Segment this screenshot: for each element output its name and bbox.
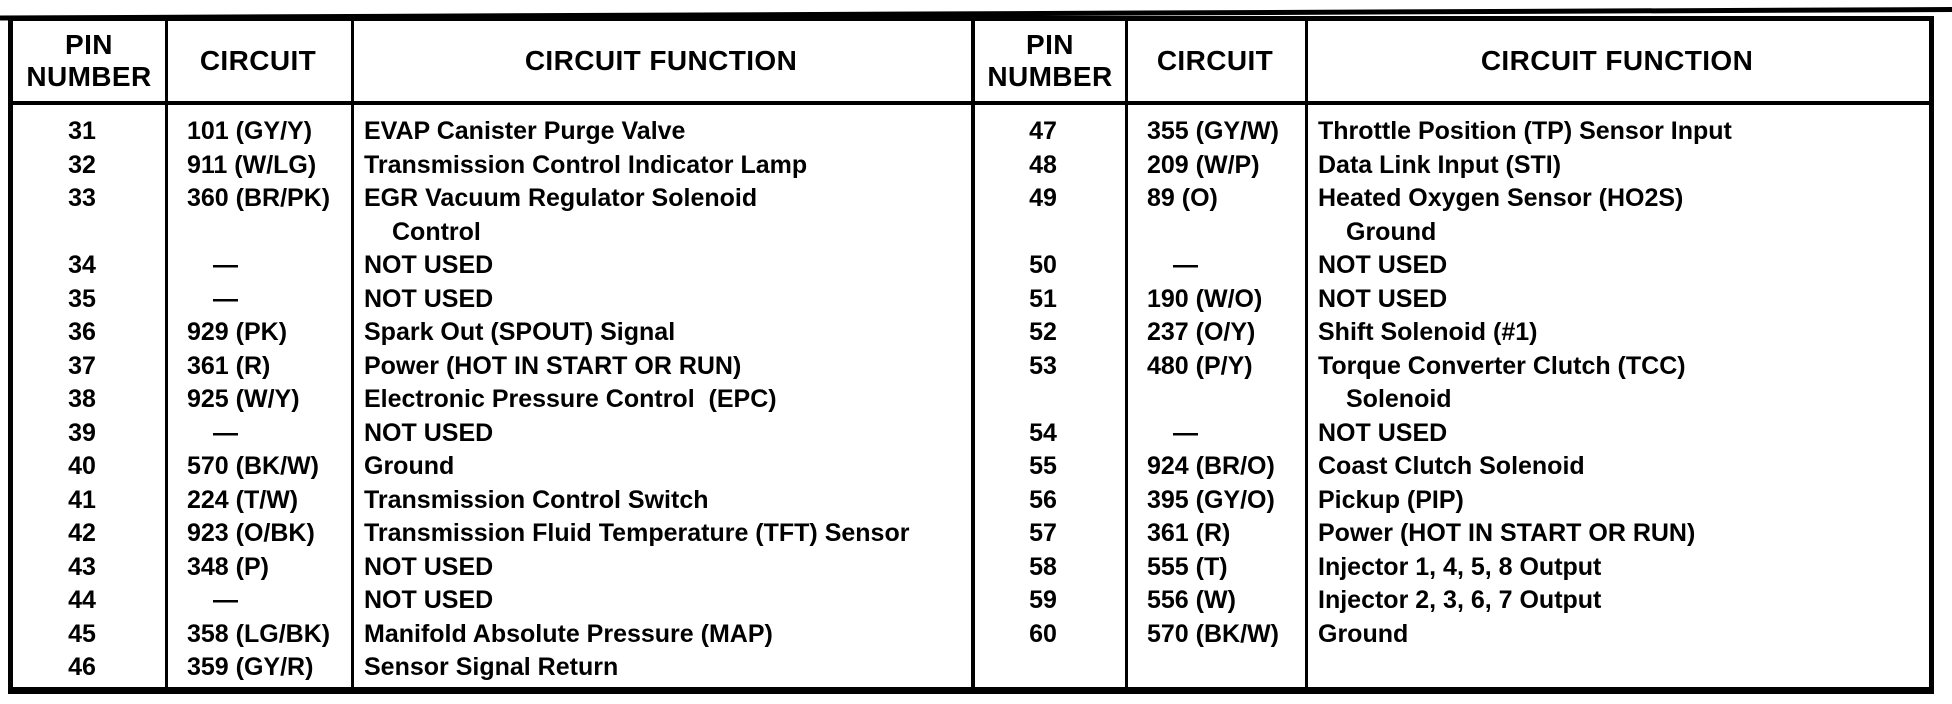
column-divider [351,21,354,687]
pin-number-cell: 43 [68,552,96,581]
function-text: Transmission Control Indicator Lamp [364,150,808,179]
table-row [975,551,1929,585]
function-text: Injector 2, 3, 6, 7 Output [1318,586,1602,614]
function-text: NOT USED [364,251,494,279]
circuit-cell: 89 (O) [1147,184,1218,212]
table-row [13,551,971,585]
table-row [13,350,971,384]
pin-number-cell: 50 [1029,251,1057,279]
pin-number-header [975,29,1125,93]
circuit-cell: 359 (GY/R) [187,653,314,681]
pin-header-line2: NUMBER [987,61,1113,92]
pinout-table-left-half [13,21,975,687]
circuit-function-cell [351,350,971,384]
function-text: Transmission Fluid Temperature (TFT) Sensor [364,519,910,547]
table-row [13,115,971,149]
pin-number-cell: 44 [68,586,96,614]
circuit-function-header: CIRCUIT FUNCTION [1480,45,1754,76]
pin-number-cell: 53 [1029,351,1057,380]
column-divider [1305,21,1308,687]
pinout-table-right-half [975,21,1929,687]
pin-number-header [13,29,165,93]
pin-number-cell: 45 [68,619,96,648]
function-text: EVAP Canister Purge Valve [364,117,686,145]
table-body-left [13,105,971,685]
circuit-cell: 209 (W/P) [1147,150,1260,179]
table-row [13,584,971,618]
function-text: NOT USED [364,586,494,614]
circuit-cell: 929 (PK) [187,318,288,346]
function-text: Throttle Position (TP) Sensor Input [1318,117,1732,145]
pin-number-cell: 54 [1029,418,1057,447]
table-row [975,618,1929,652]
table-row [975,115,1929,149]
function-text: NOT USED [364,552,494,581]
pin-number-cell: 38 [68,385,96,413]
circuit-cell: 556 (W) [1147,586,1236,614]
circuit-cell: — [1173,251,1198,279]
circuit-cell: 224 (T/W) [187,485,299,514]
circuit-cell: 237 (O/Y) [1147,318,1256,346]
function-text: Power (HOT IN START OR RUN) [1318,519,1696,547]
table-row [13,249,971,283]
circuit-cell: 480 (P/Y) [1147,351,1253,380]
circuit-function-cell [351,316,971,350]
function-text: Injector 1, 4, 5, 8 Output [1318,552,1602,581]
pin-header-line1: PIN [1026,29,1074,61]
circuit-function-cell [351,517,971,551]
circuit-cell: 361 (R) [1147,519,1231,547]
function-text-continuation: Ground [1346,217,1437,246]
circuit-function-cell [351,551,971,585]
circuit-cell: 361 (R) [187,351,271,380]
function-text-continuation: Solenoid [1346,385,1452,413]
circuit-cell: — [213,586,238,614]
pin-number-cell: 56 [1029,485,1057,514]
table-row [13,618,971,652]
table-row [975,417,1929,451]
circuit-function-cell [351,651,971,685]
table-row [13,450,971,484]
function-text: Ground [1318,619,1409,648]
function-text: NOT USED [1318,284,1448,313]
pin-number-cell: 40 [68,452,96,480]
table-row [975,316,1929,350]
circuit-function-cell [1305,517,1929,551]
table-body-right [975,105,1929,651]
table-row [13,283,971,317]
circuit-function-header: CIRCUIT FUNCTION [524,45,798,76]
pin-number-cell: 46 [68,653,96,681]
circuit-cell: 355 (GY/W) [1147,117,1279,145]
table-row [975,517,1929,551]
circuit-function-cell [351,182,971,249]
function-text: Data Link Input (STI) [1318,150,1562,179]
table-header-right [975,21,1929,105]
circuit-cell: 924 (BR/O) [1147,452,1275,480]
circuit-function-cell [1305,618,1929,652]
circuit-cell: 101 (GY/Y) [187,117,313,145]
table-row [13,316,971,350]
circuit-function-cell [1305,450,1929,484]
pin-number-cell: 34 [68,251,96,279]
circuit-function-cell [351,149,971,183]
pin-number-cell: 31 [68,117,96,145]
function-text: Shift Solenoid (#1) [1318,318,1538,346]
pin-number-cell: 48 [1029,150,1057,179]
function-text: NOT USED [1318,418,1448,447]
circuit-cell: 395 (GY/O) [1147,485,1275,514]
table-row [13,517,971,551]
pin-number-cell: 51 [1029,284,1057,313]
pin-header-line1: PIN [65,29,113,61]
pin-number-cell: 36 [68,318,96,346]
pin-number-cell: 52 [1029,318,1057,346]
pin-number-cell: 60 [1029,619,1057,648]
pin-header-line2: NUMBER [26,61,152,92]
pin-number-cell: 42 [68,519,96,547]
table-row [13,383,971,417]
circuit-header: CIRCUIT [1156,45,1274,76]
pin-number-cell: 47 [1029,117,1057,145]
table-row [975,450,1929,484]
pin-number-cell: 37 [68,351,96,380]
pin-number-cell: 55 [1029,452,1057,480]
circuit-cell: — [1173,418,1198,447]
column-divider [1125,21,1128,687]
function-text: Transmission Control Switch [364,485,709,514]
table-row [13,182,971,249]
function-text: Electronic Pressure Control (EPC) [364,385,777,413]
function-text: Manifold Absolute Pressure (MAP) [364,619,773,648]
table-row [975,584,1929,618]
table-row [13,484,971,518]
pin-number-cell: 32 [68,150,96,179]
circuit-header: CIRCUIT [199,45,317,76]
function-text: Sensor Signal Return [364,653,619,681]
function-text: NOT USED [364,284,494,313]
circuit-cell: — [213,251,238,279]
circuit-function-cell [1305,249,1929,283]
circuit-function-cell [351,417,971,451]
pin-number-cell: 49 [1029,184,1057,212]
table-row [975,484,1929,518]
circuit-function-cell [351,249,971,283]
circuit-cell: 925 (W/Y) [187,385,300,413]
pin-number-cell: 59 [1029,586,1057,614]
function-text: EGR Vacuum Regulator Solenoid [364,184,758,212]
circuit-cell: 570 (BK/W) [187,452,319,480]
circuit-cell: 570 (BK/W) [1147,619,1279,648]
circuit-function-cell [1305,316,1929,350]
table-row [13,417,971,451]
circuit-cell: 360 (BR/PK) [187,184,331,212]
circuit-cell: 190 (W/O) [1147,284,1263,313]
function-text: NOT USED [364,418,494,447]
circuit-function-cell [351,450,971,484]
circuit-cell: — [213,418,238,447]
circuit-cell: 348 (P) [187,552,269,581]
circuit-function-cell [351,283,971,317]
function-text: Coast Clutch Solenoid [1318,452,1585,480]
circuit-function-cell [351,618,971,652]
function-text: Pickup (PIP) [1318,485,1464,514]
circuit-function-cell [1305,350,1929,417]
function-text: Power (HOT IN START OR RUN) [364,351,742,380]
circuit-cell: 923 (O/BK) [187,519,315,547]
table-row [975,149,1929,183]
table-row [975,350,1929,417]
circuit-function-cell [351,115,971,149]
function-text: Ground [364,452,455,480]
table-header-left [13,21,971,105]
circuit-function-cell [1305,484,1929,518]
circuit-cell: 555 (T) [1147,552,1228,581]
table-row [975,283,1929,317]
pin-number-cell: 35 [68,284,96,313]
circuit-cell: — [213,284,238,313]
circuit-function-cell [351,584,971,618]
function-text-continuation: Control [392,217,481,246]
circuit-function-cell [351,383,971,417]
circuit-function-cell [1305,149,1929,183]
circuit-function-cell [1305,283,1929,317]
circuit-function-cell [1305,115,1929,149]
circuit-function-cell [1305,584,1929,618]
circuit-function-cell [1305,551,1929,585]
pinout-table [8,16,1934,694]
function-text: NOT USED [1318,251,1448,279]
table-row [13,149,971,183]
column-divider [165,21,168,687]
circuit-cell: 358 (LG/BK) [187,619,331,648]
function-text: Heated Oxygen Sensor (HO2S) [1318,184,1684,212]
table-row [975,182,1929,249]
pin-number-cell: 57 [1029,519,1057,547]
function-text: Torque Converter Clutch (TCC) [1318,351,1686,380]
table-row [13,651,971,685]
circuit-function-cell [1305,182,1929,249]
circuit-function-cell [1305,417,1929,451]
table-row [975,249,1929,283]
circuit-cell: 911 (W/LG) [187,150,317,179]
pin-number-cell: 39 [68,418,96,447]
circuit-function-cell [351,484,971,518]
pin-number-cell: 41 [68,485,96,514]
pin-number-cell: 58 [1029,552,1057,581]
pin-number-cell: 33 [68,184,96,212]
function-text: Spark Out (SPOUT) Signal [364,318,676,346]
